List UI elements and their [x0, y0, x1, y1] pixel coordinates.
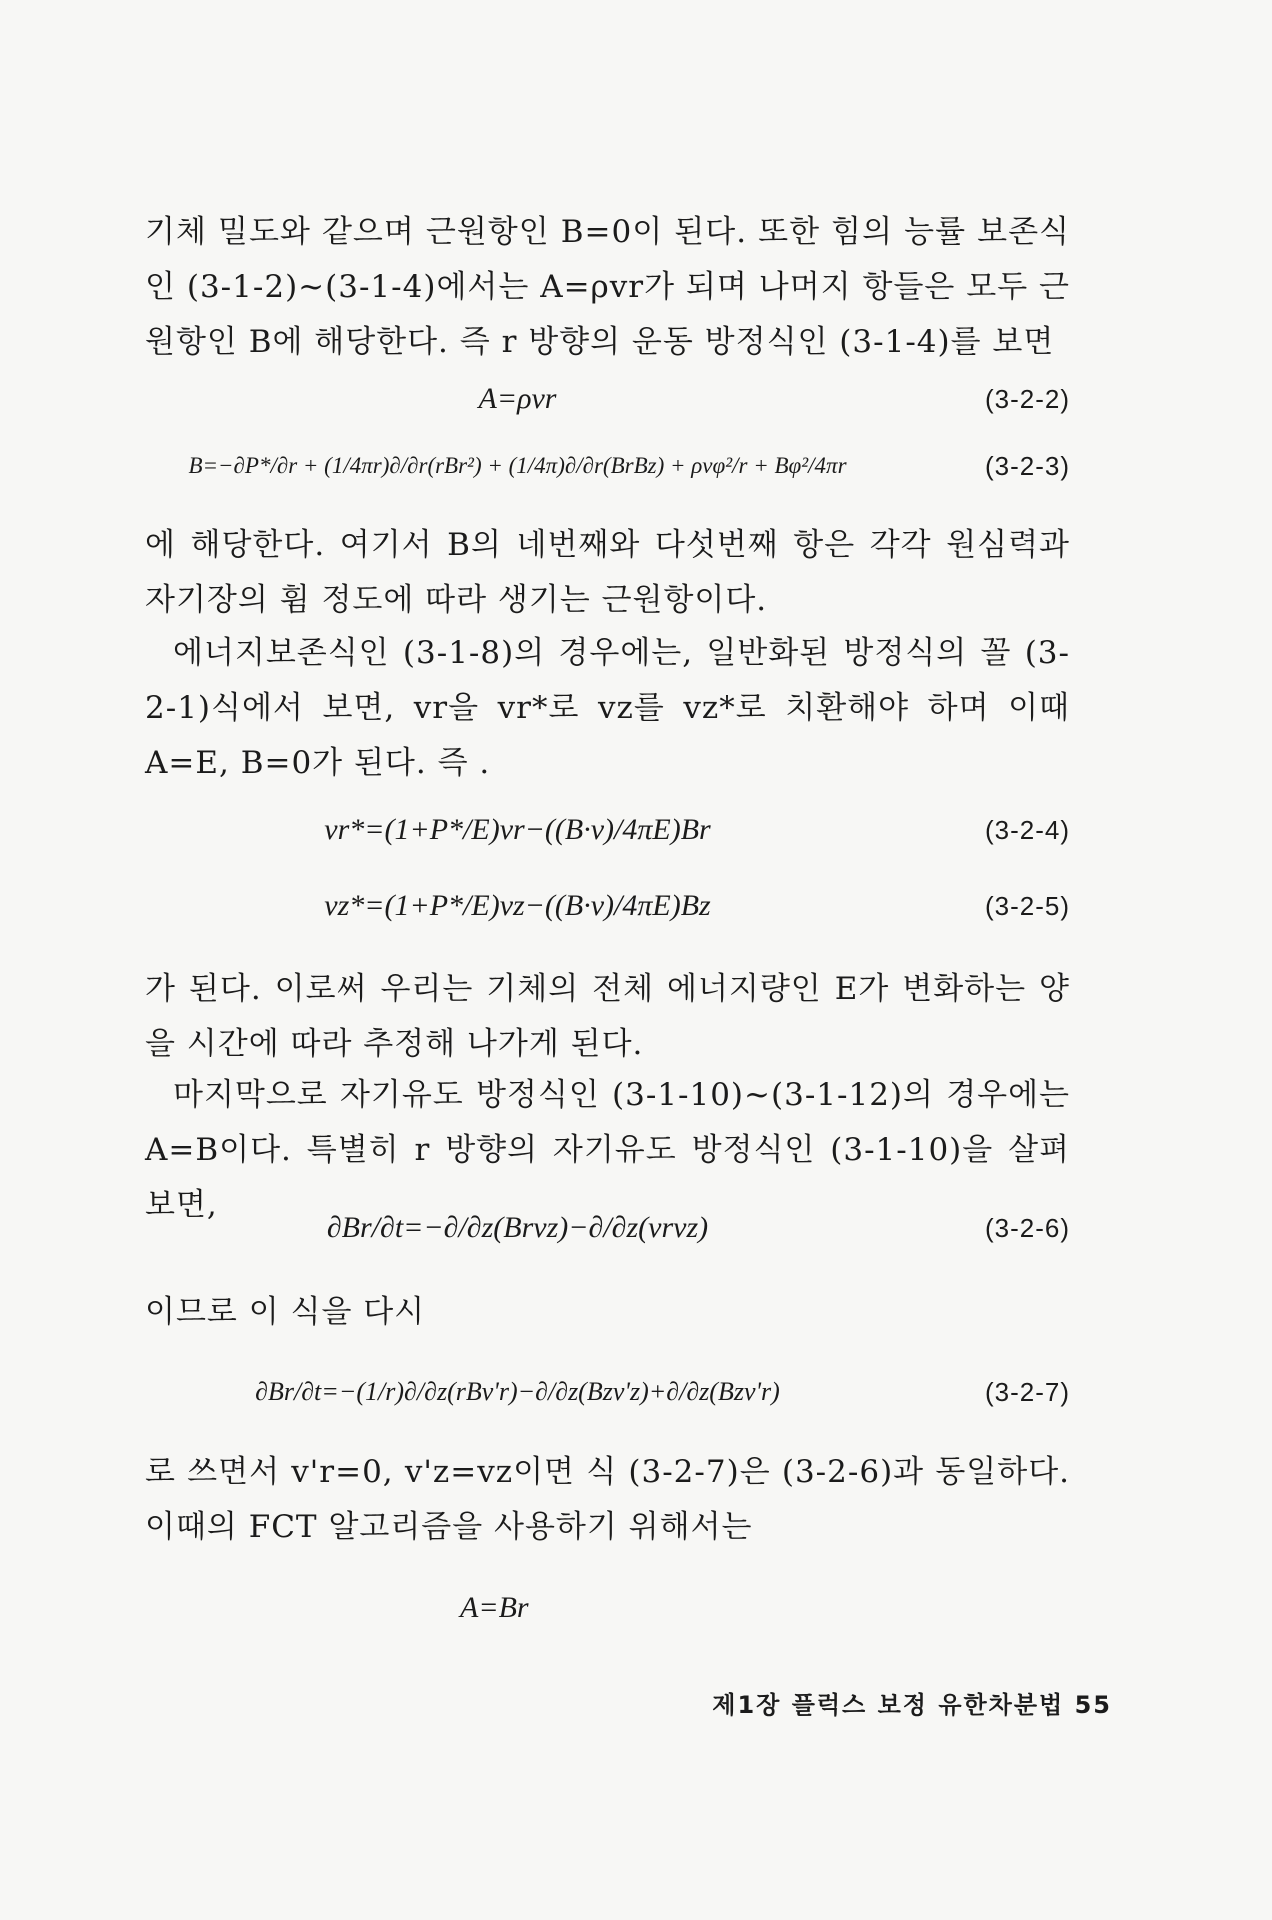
equation-3-2-4	[145, 795, 1070, 865]
paragraph-5-text: 마지막으로 자기유도 방정식인 (3-1-10)~(3-1-12)의 경우에는 A=B이다. 특별히 r 방향의 자기유도 방정식인 (3-1-10)을 살펴보면,	[145, 1077, 1070, 1223]
equation-3-2-5	[145, 871, 1070, 941]
paragraph-2-text: 에 해당한다. 여기서 B의 네번째와 다섯번째 항은 각각 원심력과 자기장의 휨 정도에 따라 생기는 근원항이다.	[145, 527, 1070, 618]
equation-number: (3-2-7)	[984, 1376, 1070, 1407]
equation-number: (3-2-4)	[984, 814, 1070, 845]
equation-3-2-2	[145, 364, 1070, 434]
paragraph-7	[145, 1445, 1070, 1555]
paragraph-4	[145, 962, 1070, 1072]
equation-3-2-7	[145, 1357, 1070, 1427]
equation-expression: B=−∂P*/∂r + (1/4πr)∂/∂r(rBr²) + (1/4π)∂/∂r(BrBz) + ρvφ²/r + Bφ²/4πr	[188, 453, 847, 478]
paragraph-6	[145, 1285, 1070, 1340]
equation-expression: vr*=(1+P*/E)vr−((B·v)/4πE)Br	[324, 813, 711, 846]
equation-expression: A=ρvr	[478, 382, 557, 415]
equation-expression: A=Br	[460, 1591, 529, 1624]
equation-number: (3-2-2)	[984, 383, 1070, 414]
equation-a-equals-br	[145, 1573, 1070, 1643]
equation-number: (3-2-6)	[984, 1212, 1070, 1243]
paragraph-7-text: 로 쓰면서 v'r=0, v'z=vz이면 식 (3-2-7)은 (3-2-6)과 동일하다. 이때의 FCT 알고리즘을 사용하기 위해서는	[145, 1454, 1070, 1545]
page-footer: 제1장 플럭스 보정 유한차분법 55	[712, 1691, 1112, 1719]
equation-expression: ∂Br/∂t=−(1/r)∂/∂z(rBv'r)−∂/∂z(Bzv'z)+∂/∂z(Bzv'r)	[255, 1377, 780, 1406]
equation-number: (3-2-3)	[984, 450, 1070, 481]
paragraph-6-text: 이므로 이 식을 다시	[145, 1294, 426, 1330]
equation-number: (3-2-5)	[984, 890, 1070, 921]
paragraph-3	[145, 626, 1070, 791]
paragraph-3-text: 에너지보존식인 (3-1-8)의 경우에는, 일반화된 방정식의 꼴 (3-2-1)식에서 보면, vr을 vr*로 vz를 vz*로 치환해야 하며 이때 A=E, B=0가 된다. 즉 .	[145, 635, 1070, 781]
paragraph-4-text: 가 된다. 이로써 우리는 기체의 전체 에너지량인 E가 변화하는 양을 시간에 따라 추정해 나가게 된다.	[145, 971, 1070, 1062]
equation-expression: vz*=(1+P*/E)vz−((B·v)/4πE)Bz	[324, 889, 711, 922]
equation-expression: ∂Br/∂t=−∂/∂z(Brvz)−∂/∂z(vrvz)	[326, 1211, 709, 1244]
paragraph-2	[145, 518, 1070, 628]
equation-3-2-3	[145, 431, 1070, 501]
paragraph-1	[145, 205, 1070, 370]
paragraph-1-text: 기체 밀도와 같으며 근원항인 B=0이 된다. 또한 힘의 능률 보존식인 (3-1-2)~(3-1-4)에서는 A=ρvr가 되며 나머지 항들은 모두 근원항인 B에 해당한다. 즉 r 방향의 운동 방정식인 (3-1-4)를 보면	[145, 214, 1070, 360]
equation-3-2-6	[145, 1193, 1070, 1263]
